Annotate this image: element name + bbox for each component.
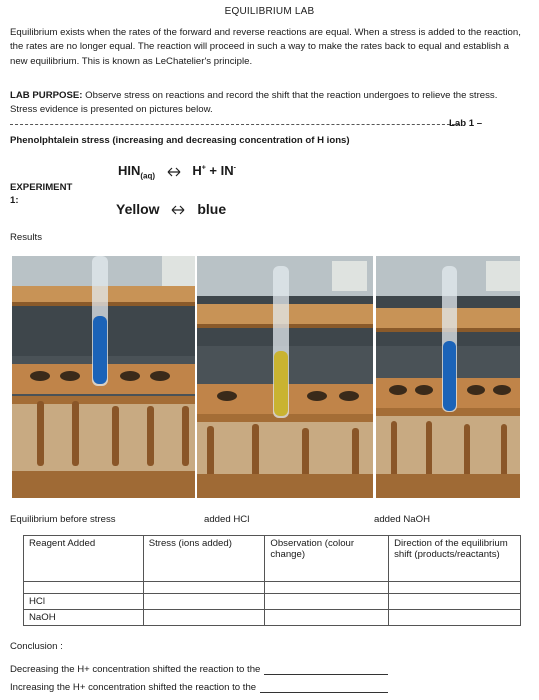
table-cell[interactable] [265, 582, 389, 594]
table-cell[interactable] [143, 594, 265, 610]
purpose-text: Observe stress on reactions and record the shift that the reaction undergoes to relieve the stress. Stress evidence is presented on pictures below. [10, 90, 498, 116]
conclusion-line-decrease [10, 664, 388, 675]
caption-hcl: added HCl [204, 514, 250, 525]
experiment-label [10, 181, 72, 207]
header-direction: Direction of the equilibrium shift (products/reactants) [389, 536, 521, 582]
section-divider [10, 124, 460, 125]
stress-title: Phenolphtalein stress (increasing and decreasing concentration of H ions) [10, 135, 350, 146]
reactant-state: (aq) [140, 171, 156, 181]
table-header-row [24, 536, 521, 582]
header-reagent: Reagent Added [24, 536, 144, 582]
answer-blank[interactable] [260, 682, 388, 693]
table-cell[interactable]: HCl [24, 594, 144, 610]
test-tube-rack-photo [12, 256, 195, 498]
equilibrium-arrow-icon [171, 205, 185, 215]
color-left: Yellow [116, 201, 160, 217]
table-row [24, 582, 521, 594]
product-h-charge: + [201, 164, 206, 172]
reaction-equation [118, 163, 236, 181]
table-cell[interactable] [143, 582, 265, 594]
table-cell[interactable] [265, 594, 389, 610]
caption-before: Equilibrium before stress [10, 514, 116, 525]
table-cell[interactable] [389, 594, 521, 610]
caption-naoh: added NaOH [374, 514, 430, 525]
observation-table [23, 535, 521, 626]
page-title: EQUILIBRIUM LAB [224, 6, 315, 17]
plus-sign: + [209, 163, 218, 178]
table-cell[interactable] [389, 610, 521, 626]
results-label: Results [10, 232, 42, 243]
test-tube-rack-photo [197, 256, 373, 498]
experiment-number: 1: [10, 195, 19, 206]
test-tube-rack-photo [376, 256, 520, 498]
lab-marker: Lab 1 – [449, 118, 483, 129]
table-cell[interactable]: NaOH [24, 610, 144, 626]
product-in: IN [220, 163, 234, 178]
reactant: HIN [118, 163, 141, 178]
table-cell[interactable] [143, 610, 265, 626]
equilibrium-arrow-icon [167, 167, 181, 177]
conclusion-text: Decreasing the H+ concentration shifted the reaction to the [10, 664, 261, 675]
conclusion-line-increase [10, 682, 388, 693]
photo-equilibrium-before [12, 256, 195, 498]
answer-blank[interactable] [264, 664, 388, 675]
conclusion-text: Increasing the H+ concentration shifted the reaction to the [10, 682, 257, 693]
product-in-charge: - [233, 164, 236, 172]
table-cell[interactable] [265, 610, 389, 626]
table-cell[interactable] [24, 582, 144, 594]
experiment-word: EXPERIMENT [10, 182, 73, 193]
table-row [24, 594, 521, 610]
table-cell[interactable] [389, 582, 521, 594]
color-right: blue [197, 201, 227, 217]
lab-purpose [10, 89, 526, 118]
photo-added-naoh [376, 256, 520, 498]
photo-added-hcl [197, 256, 373, 498]
conclusion-label: Conclusion : [10, 641, 63, 652]
table-row [24, 610, 521, 626]
intro-paragraph: Equilibrium exists when the rates of the forward and reverse reactions are equal. When a stress is added to the reaction, the rates are no longer equal. The reaction will proceed in such a way to make the rates back to equal and establish a new equilibrium. This is known as LeChatelier's principle. [10, 27, 521, 67]
header-observation: Observation (colour change) [265, 536, 389, 582]
purpose-label: LAB PURPOSE: [10, 90, 83, 101]
header-stress: Stress (ions added) [143, 536, 265, 582]
color-equation [116, 201, 226, 217]
product-h: H [192, 163, 202, 178]
